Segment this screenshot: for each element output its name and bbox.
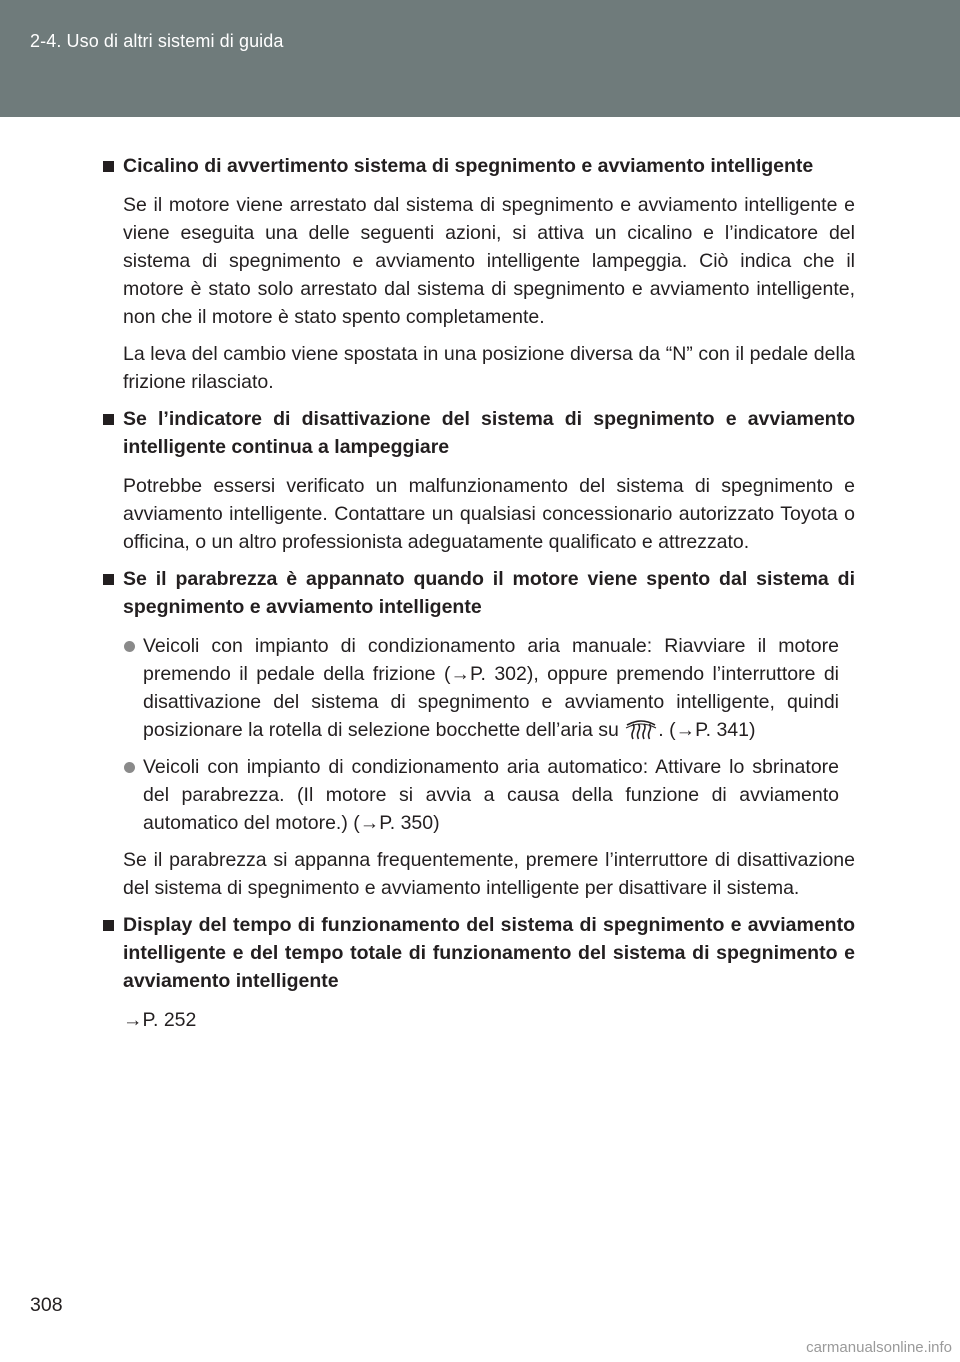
bullet-text: Veicoli con impianto di condizionamento aria automatico: Attivare lo sbrinatore del parabrezza. (Il motore si avvia a causa della funzione di avviamento automatico del motore.) (→P. 350): [143, 756, 839, 834]
section-heading: [103, 911, 855, 995]
round-bullet-icon: [124, 762, 135, 773]
windshield-defroster-icon: [624, 717, 658, 741]
bullet-item-manual-ac: [103, 632, 855, 744]
paragraph: Se il motore viene arrestato dal sistema di spegnimento e avviamento intelligente e viene eseguita una delle seguenti azioni, si attiva un cicalino e l’indicatore del sistema di spegnimento e avviamento intelligente lampeggia. Ciò indica che il motore è stato solo arrestato dal sistema di spegnimento e avviamento intelligente, non che il motore è stato spento completamente.: [123, 194, 855, 328]
round-bullet-icon: [124, 641, 135, 652]
square-bullet-icon: [103, 161, 114, 172]
section-heading: [103, 152, 855, 180]
page-reference: →P. 252: [123, 1009, 197, 1031]
section-windshield-fogged: [103, 565, 855, 902]
heading-text: Se l’indicatore di disattivazione del sistema di spegnimento e avviamento intelligente continua a lampeggiare: [123, 408, 855, 458]
page-header: [0, 0, 960, 117]
section-heading: [103, 405, 855, 461]
chapter-title: 2-4. Uso di altri sistemi di guida: [30, 31, 284, 51]
heading-text: Display del tempo di funzionamento del sistema di spegnimento e avviamento intelligente e del tempo totale di funzionamento del sistema di spegnimento e avviamento intelligente: [123, 914, 855, 992]
paragraph: Potrebbe essersi verificato un malfunzionamento del sistema di spegnimento e avviamento intelligente. Contattare un qualsiasi concessionario autorizzato Toyota o officina, o un altro professionista adeguatamente qualificato e attrezzato.: [123, 475, 855, 553]
watermark: carmanualsonline.info: [806, 1339, 952, 1356]
bullet-text: Veicoli con impianto di condizionamento aria manuale: Riavviare il motore premendo il pedale della frizione (→P. 302), oppure premendo l’interruttore di disattivazione del sistema di spegnimento e avviamento intelligente, quindi posizionare la rotella di selezione bocchette dell’aria su: [143, 635, 839, 741]
bullet-text-end: . (→P. 341): [658, 719, 756, 741]
bullet-item-auto-ac: [103, 753, 855, 837]
square-bullet-icon: [103, 920, 114, 931]
section-operation-time-display: [103, 911, 855, 1034]
heading-text: Cicalino di avvertimento sistema di spegnimento e avviamento intelligente: [123, 155, 814, 177]
page-content: [103, 152, 855, 1043]
paragraph: Se il parabrezza si appanna frequentemente, premere l’interruttore di disattivazione del sistema di spegnimento e avviamento intelligente per disattivare il sistema.: [123, 849, 855, 899]
square-bullet-icon: [103, 574, 114, 585]
square-bullet-icon: [103, 414, 114, 425]
paragraph: La leva del cambio viene spostata in una posizione diversa da “N” con il pedale della frizione rilasciato.: [123, 343, 855, 393]
page-number: 308: [30, 1294, 63, 1316]
section-heading: [103, 565, 855, 621]
section-warning-buzzer: [103, 152, 855, 396]
section-indicator-flashing: [103, 405, 855, 556]
heading-text: Se il parabrezza è appannato quando il motore viene spento dal sistema di spegnimento e avviamento intelligente: [123, 568, 855, 618]
